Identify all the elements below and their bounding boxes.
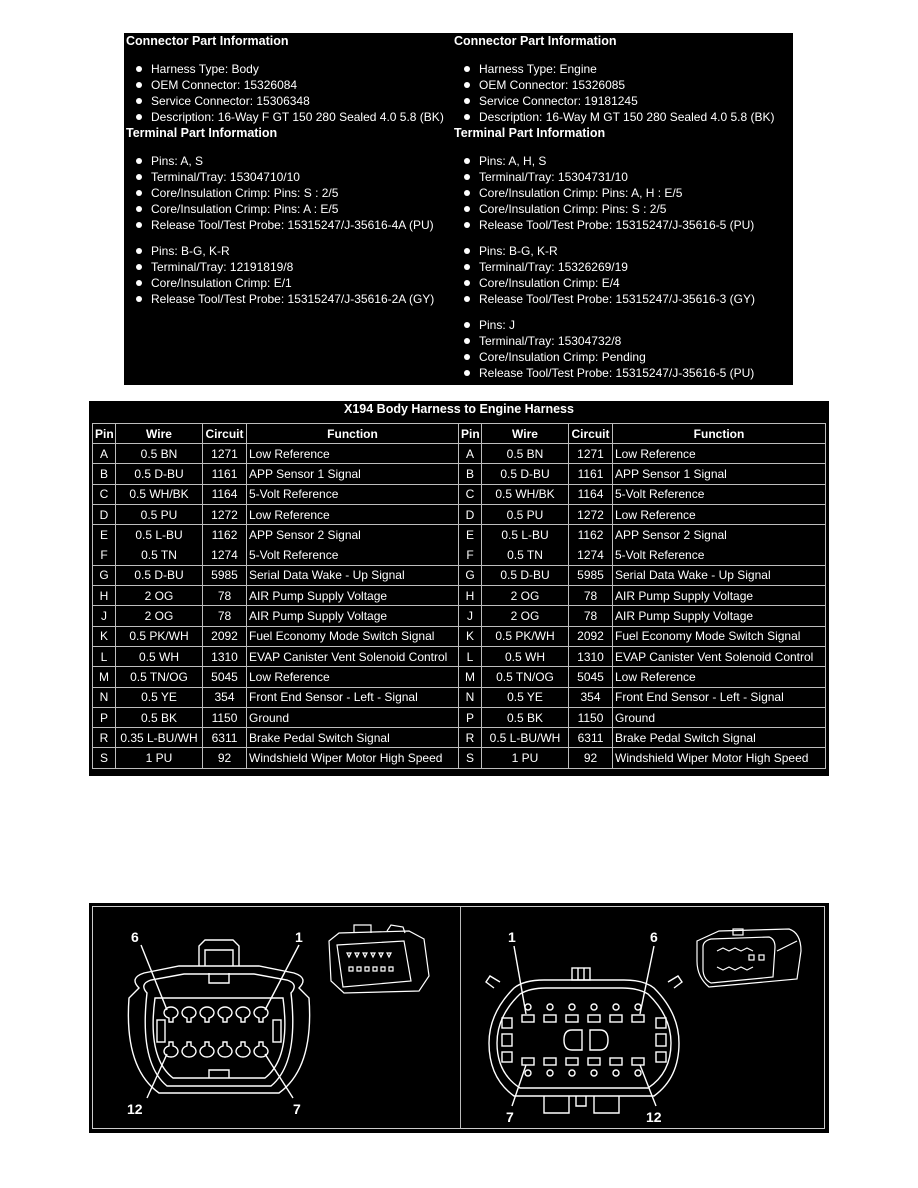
- list-item: OEM Connector: 15326085: [454, 77, 792, 93]
- list-item: Core/Insulation Crimp: Pins: A, H : E/5: [454, 185, 792, 201]
- list-item: Pins: J: [454, 317, 792, 333]
- header-wire: Wire: [482, 424, 569, 444]
- list-item: Release Tool/Test Probe: 15315247/J-35616-4A (PU): [126, 217, 452, 233]
- cell-pin: E: [459, 525, 482, 545]
- table-row: [93, 748, 826, 768]
- terminal-group-2: [454, 243, 792, 307]
- cell-function: Fuel Economy Mode Switch Signal: [613, 626, 826, 646]
- female-cavity-row-top: [164, 1007, 268, 1022]
- cell-pin: M: [459, 667, 482, 687]
- male-connector-iso-icon: [689, 921, 809, 1001]
- list-item: Pins: B-G, K-R: [454, 243, 792, 259]
- cell-wire: 0.5 WH: [482, 646, 569, 666]
- list-item: Description: 16-Way M GT 150 280 Sealed 4.0 5.8 (BK): [454, 109, 792, 125]
- cell-pin: G: [459, 565, 482, 585]
- list-item: Terminal/Tray: 12191819/8: [126, 259, 452, 275]
- connector-part-info-title: Connector Part Information: [454, 34, 617, 48]
- cell-wire: 0.5 BK: [482, 707, 569, 727]
- header-function: Function: [247, 424, 459, 444]
- cell-wire: 0.5 YE: [116, 687, 203, 707]
- list-item: Release Tool/Test Probe: 15315247/J-35616-5 (PU): [454, 217, 792, 233]
- header-pin: Pin: [459, 424, 482, 444]
- list-item: Core/Insulation Crimp: E/4: [454, 275, 792, 291]
- cell-circuit: 2092: [569, 626, 613, 646]
- cell-circuit: 1162: [203, 525, 247, 545]
- terminal-part-info-title: Terminal Part Information: [126, 126, 278, 140]
- cell-circuit: 5045: [569, 667, 613, 687]
- cell-function: Low Reference: [247, 444, 459, 464]
- terminal-group-1: [454, 153, 792, 233]
- table-row: [93, 606, 826, 626]
- cell-pin: R: [93, 728, 116, 748]
- cell-pin: P: [93, 707, 116, 727]
- cell-circuit: 2092: [203, 626, 247, 646]
- table-row: [93, 707, 826, 727]
- cell-function: APP Sensor 1 Signal: [613, 464, 826, 484]
- list-item: Harness Type: Engine: [454, 61, 792, 77]
- cell-circuit: 1272: [569, 504, 613, 524]
- cell-circuit: 5045: [203, 667, 247, 687]
- cell-wire: 0.5 D-BU: [482, 565, 569, 585]
- cell-pin: S: [93, 748, 116, 768]
- cell-function: 5-Volt Reference: [247, 484, 459, 504]
- cell-pin: K: [459, 626, 482, 646]
- cell-function: AIR Pump Supply Voltage: [247, 606, 459, 626]
- pin-label-12: 12: [127, 1101, 143, 1117]
- list-item: Core/Insulation Crimp: Pending: [454, 349, 792, 365]
- table-row: [93, 646, 826, 666]
- list-item: OEM Connector: 15326084: [126, 77, 452, 93]
- cell-circuit: 354: [569, 687, 613, 707]
- cell-wire: 0.5 L-BU: [116, 525, 203, 545]
- pin-label-1: 1: [295, 929, 303, 945]
- cell-function: 5-Volt Reference: [613, 545, 826, 565]
- cell-circuit: 6311: [203, 728, 247, 748]
- list-item: Release Tool/Test Probe: 15315247/J-35616-2A (GY): [126, 291, 452, 307]
- cell-wire: 0.5 BN: [482, 444, 569, 464]
- table-row: [93, 444, 826, 464]
- cell-pin: K: [93, 626, 116, 646]
- cell-function: AIR Pump Supply Voltage: [613, 606, 826, 626]
- cell-wire: 2 OG: [116, 586, 203, 606]
- table-row: [93, 626, 826, 646]
- cell-circuit: 78: [569, 586, 613, 606]
- terminal-part-info-title: Terminal Part Information: [454, 126, 606, 140]
- table-row: [93, 484, 826, 504]
- cell-circuit: 1310: [569, 646, 613, 666]
- cell-circuit: 1272: [203, 504, 247, 524]
- cell-circuit: 1161: [203, 464, 247, 484]
- cell-circuit: 1164: [569, 484, 613, 504]
- cell-wire: 0.5 PU: [482, 504, 569, 524]
- pinout-table-body: [93, 444, 826, 769]
- cell-wire: 0.5 D-BU: [116, 565, 203, 585]
- cell-function: Ground: [247, 707, 459, 727]
- connector-part-info-title: Connector Part Information: [126, 34, 289, 48]
- list-item: Core/Insulation Crimp: E/1: [126, 275, 452, 291]
- male-connector-face-diagram: [474, 918, 694, 1128]
- header-pin: Pin: [93, 424, 116, 444]
- body-connector-info: [126, 33, 452, 307]
- cell-circuit: 1162: [569, 525, 613, 545]
- cell-circuit: 1271: [203, 444, 247, 464]
- cell-pin: M: [93, 667, 116, 687]
- cell-function: Brake Pedal Switch Signal: [613, 728, 826, 748]
- pin-label-7: 7: [506, 1109, 514, 1125]
- cell-function: Low Reference: [613, 667, 826, 687]
- cell-wire: 0.5 TN: [116, 545, 203, 565]
- terminal-group-1: [126, 153, 452, 233]
- engine-connector-info: [454, 33, 792, 381]
- cell-function: Front End Sensor - Left - Signal: [247, 687, 459, 707]
- cell-pin: R: [459, 728, 482, 748]
- table-row: [93, 464, 826, 484]
- cell-wire: 1 PU: [116, 748, 203, 768]
- cell-circuit: 78: [203, 586, 247, 606]
- cell-circuit: 5985: [203, 565, 247, 585]
- cell-pin: D: [93, 504, 116, 524]
- table-row: [93, 687, 826, 707]
- cell-wire: 0.5 WH/BK: [482, 484, 569, 504]
- table-row: [93, 525, 826, 545]
- cell-circuit: 92: [569, 748, 613, 768]
- cell-circuit: 1274: [569, 545, 613, 565]
- cell-function: APP Sensor 1 Signal: [247, 464, 459, 484]
- cell-pin: S: [459, 748, 482, 768]
- list-item: Core/Insulation Crimp: Pins: A : E/5: [126, 201, 452, 217]
- male-pin-row-bottom: [522, 1058, 644, 1076]
- cell-wire: 0.5 L-BU/WH: [482, 728, 569, 748]
- cell-pin: H: [459, 586, 482, 606]
- connector-diagram-panel: [89, 903, 829, 1133]
- cell-function: Low Reference: [247, 667, 459, 687]
- cell-wire: 0.5 PU: [116, 504, 203, 524]
- cell-wire: 0.5 WH/BK: [116, 484, 203, 504]
- cell-circuit: 1274: [203, 545, 247, 565]
- cell-wire: 2 OG: [116, 606, 203, 626]
- connector-part-list: [454, 61, 792, 125]
- connector-info-panel: [124, 33, 793, 385]
- pin-label-7: 7: [293, 1101, 301, 1117]
- header-function: Function: [613, 424, 826, 444]
- header-wire: Wire: [116, 424, 203, 444]
- cell-wire: 0.5 D-BU: [482, 464, 569, 484]
- list-item: Terminal/Tray: 15304710/10: [126, 169, 452, 185]
- cell-pin: G: [93, 565, 116, 585]
- cell-wire: 0.5 BN: [116, 444, 203, 464]
- cell-function: EVAP Canister Vent Solenoid Control: [613, 646, 826, 666]
- cell-wire: 0.5 WH: [116, 646, 203, 666]
- list-item: Description: 16-Way F GT 150 280 Sealed 4.0 5.8 (BK): [126, 109, 452, 125]
- table-row: [93, 728, 826, 748]
- cell-pin: D: [459, 504, 482, 524]
- cell-pin: C: [459, 484, 482, 504]
- list-item: Terminal/Tray: 15304731/10: [454, 169, 792, 185]
- cell-function: AIR Pump Supply Voltage: [613, 586, 826, 606]
- cell-wire: 0.5 L-BU: [482, 525, 569, 545]
- list-item: Pins: B-G, K-R: [126, 243, 452, 259]
- cell-function: APP Sensor 2 Signal: [247, 525, 459, 545]
- list-item: Service Connector: 15306348: [126, 93, 452, 109]
- table-row: [93, 586, 826, 606]
- cell-wire: 0.5 TN/OG: [482, 667, 569, 687]
- cell-circuit: 78: [203, 606, 247, 626]
- cell-circuit: 92: [203, 748, 247, 768]
- list-item: Release Tool/Test Probe: 15315247/J-35616-3 (GY): [454, 291, 792, 307]
- list-item: Terminal/Tray: 15304732/8: [454, 333, 792, 349]
- cell-function: Serial Data Wake - Up Signal: [247, 565, 459, 585]
- connector-part-list: [126, 61, 452, 125]
- cell-function: Brake Pedal Switch Signal: [247, 728, 459, 748]
- cell-wire: 0.5 TN: [482, 545, 569, 565]
- female-connector-iso-icon: [319, 921, 439, 1001]
- cell-pin: H: [93, 586, 116, 606]
- cell-pin: C: [93, 484, 116, 504]
- cell-function: AIR Pump Supply Voltage: [247, 586, 459, 606]
- cell-pin: B: [93, 464, 116, 484]
- cell-pin: B: [459, 464, 482, 484]
- list-item: Pins: A, S: [126, 153, 452, 169]
- pinout-table-panel: [89, 401, 829, 776]
- cell-pin: A: [93, 444, 116, 464]
- cell-circuit: 1150: [569, 707, 613, 727]
- cell-circuit: 6311: [569, 728, 613, 748]
- cell-wire: 0.5 PK/WH: [482, 626, 569, 646]
- cell-function: Ground: [613, 707, 826, 727]
- cell-pin: E: [93, 525, 116, 545]
- pinout-table: [92, 423, 826, 769]
- list-item: Pins: A, H, S: [454, 153, 792, 169]
- cell-pin: A: [459, 444, 482, 464]
- cell-pin: L: [459, 646, 482, 666]
- cell-wire: 0.5 TN/OG: [116, 667, 203, 687]
- cell-pin: J: [459, 606, 482, 626]
- cell-wire: 0.5 YE: [482, 687, 569, 707]
- list-item: Core/Insulation Crimp: Pins: S : 2/5: [126, 185, 452, 201]
- cell-pin: P: [459, 707, 482, 727]
- list-item: Service Connector: 19181245: [454, 93, 792, 109]
- cell-circuit: 1161: [569, 464, 613, 484]
- list-item: Terminal/Tray: 15326269/19: [454, 259, 792, 275]
- female-cavity-row-bottom: [164, 1042, 268, 1057]
- cell-wire: 0.5 PK/WH: [116, 626, 203, 646]
- cell-wire: 0.5 D-BU: [116, 464, 203, 484]
- cell-function: Front End Sensor - Left - Signal: [613, 687, 826, 707]
- cell-circuit: 354: [203, 687, 247, 707]
- cell-pin: N: [459, 687, 482, 707]
- cell-pin: F: [459, 545, 482, 565]
- cell-function: Windshield Wiper Motor High Speed: [247, 748, 459, 768]
- cell-circuit: 1150: [203, 707, 247, 727]
- cell-function: Serial Data Wake - Up Signal: [613, 565, 826, 585]
- cell-pin: J: [93, 606, 116, 626]
- list-item: Core/Insulation Crimp: Pins: S : 2/5: [454, 201, 792, 217]
- terminal-group-3: [454, 317, 792, 381]
- cell-wire: 1 PU: [482, 748, 569, 768]
- list-item: Harness Type: Body: [126, 61, 452, 77]
- table-title: X194 Body Harness to Engine Harness: [344, 402, 574, 416]
- cell-pin: N: [93, 687, 116, 707]
- cell-circuit: 5985: [569, 565, 613, 585]
- pin-label-6: 6: [650, 929, 658, 945]
- terminal-group-2: [126, 243, 452, 307]
- cell-function: Fuel Economy Mode Switch Signal: [247, 626, 459, 646]
- cell-function: Low Reference: [613, 444, 826, 464]
- male-pin-row-top: [522, 1004, 644, 1022]
- cell-wire: 2 OG: [482, 586, 569, 606]
- header-circuit: Circuit: [569, 424, 613, 444]
- diagram-divider: [460, 907, 461, 1128]
- cell-function: Low Reference: [613, 504, 826, 524]
- table-header-row: [93, 424, 826, 444]
- female-connector-face-diagram: [109, 918, 329, 1118]
- cell-function: Low Reference: [247, 504, 459, 524]
- table-row: [93, 545, 826, 565]
- header-circuit: Circuit: [203, 424, 247, 444]
- pin-label-12: 12: [646, 1109, 662, 1125]
- cell-function: 5-Volt Reference: [247, 545, 459, 565]
- table-row: [93, 565, 826, 585]
- cell-circuit: 78: [569, 606, 613, 626]
- list-item: Release Tool/Test Probe: 15315247/J-35616-5 (PU): [454, 365, 792, 381]
- cell-function: EVAP Canister Vent Solenoid Control: [247, 646, 459, 666]
- cell-pin: L: [93, 646, 116, 666]
- cell-wire: 2 OG: [482, 606, 569, 626]
- cell-function: 5-Volt Reference: [613, 484, 826, 504]
- cell-function: APP Sensor 2 Signal: [613, 525, 826, 545]
- cell-function: Windshield Wiper Motor High Speed: [613, 748, 826, 768]
- cell-pin: F: [93, 545, 116, 565]
- cell-wire: 0.5 BK: [116, 707, 203, 727]
- cell-circuit: 1271: [569, 444, 613, 464]
- pin-label-1: 1: [508, 929, 516, 945]
- cell-circuit: 1310: [203, 646, 247, 666]
- pin-label-6: 6: [131, 929, 139, 945]
- table-row: [93, 504, 826, 524]
- table-row: [93, 667, 826, 687]
- cell-wire: 0.35 L-BU/WH: [116, 728, 203, 748]
- cell-circuit: 1164: [203, 484, 247, 504]
